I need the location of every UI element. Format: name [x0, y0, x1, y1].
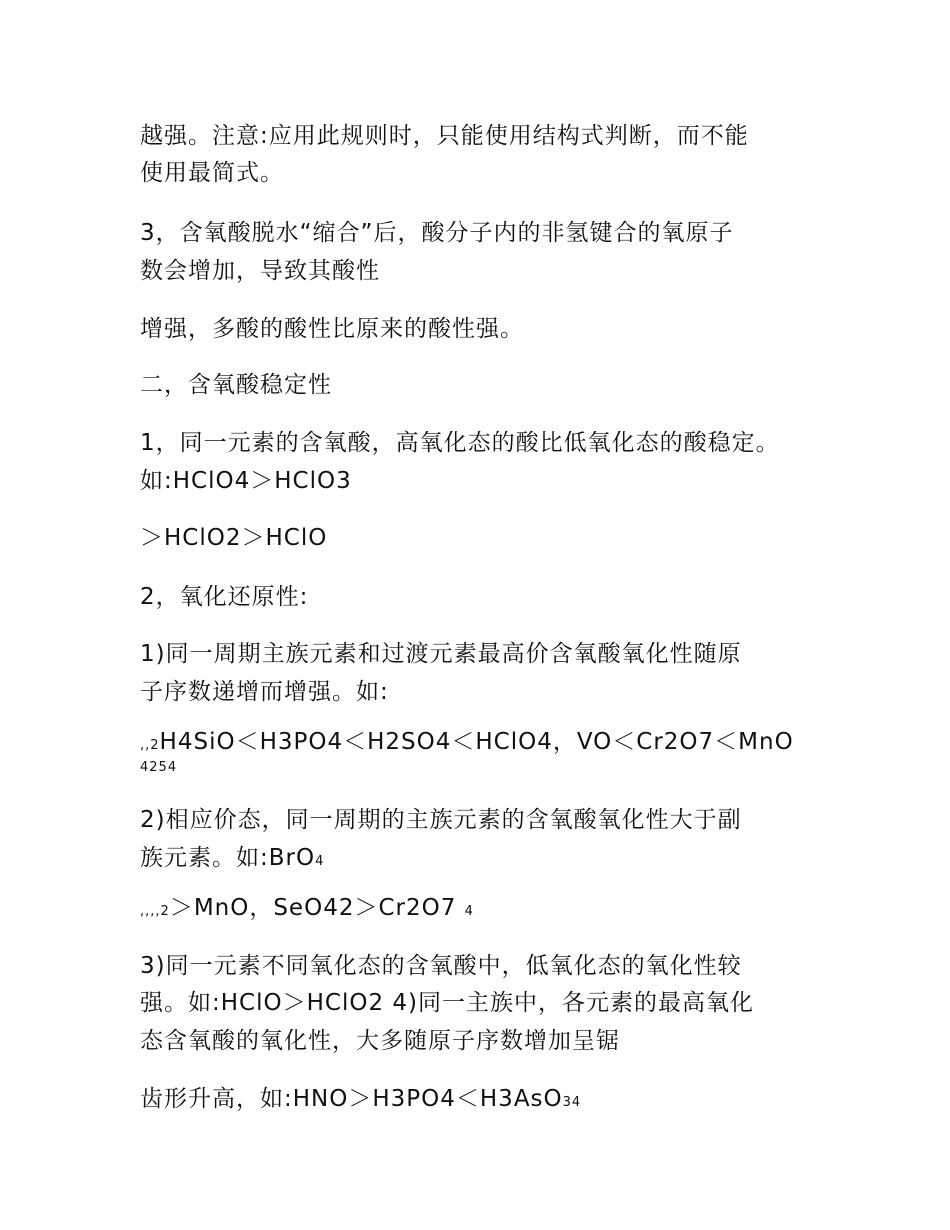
- text-line: 1，同一元素的含氧酸，高氧化态的酸比低氧化态的酸稳定。: [140, 430, 780, 456]
- text-line: ＞HClO2＞HClO: [140, 525, 328, 551]
- text-line: 数会增加，导致其酸性: [140, 258, 380, 284]
- section-heading: 二，含氧酸稳定性: [140, 372, 332, 398]
- text-line: 3，含氧酸脱水“缩合”后，酸分子内的非氢键合的氧原子: [140, 220, 734, 246]
- text-line: 强。如:HClO＞HClO2 4)同一主族中，各元素的最高氧化: [140, 990, 754, 1016]
- text-line: [140, 1084, 581, 1118]
- text-line: 子序数递增而增强。如:: [140, 679, 389, 705]
- text-line: 2，氧化还原性:: [140, 584, 309, 610]
- subscript: 4: [315, 854, 325, 869]
- text-line: 1)同一周期主族元素和过渡元素最高价含氧酸氧化性随原: [140, 641, 742, 667]
- formula-line: [140, 893, 474, 927]
- formula-prefix: ,,2: [140, 738, 160, 753]
- formula-prefix: ,,,,2: [140, 904, 170, 919]
- subscript: 34: [562, 1095, 582, 1110]
- text-line: 3)同一元素不同氧化态的含氧酸中，低氧化态的氧化性较: [140, 953, 742, 979]
- formula-subscripts: 4254: [140, 760, 178, 775]
- text-line: 态含氧酸的氧化性，大多随原子序数增加呈锯: [140, 1028, 620, 1054]
- text-span: 族元素。如:BrO: [140, 845, 316, 871]
- text-line: 使用最简式。: [140, 160, 284, 186]
- formula-line: [140, 727, 794, 761]
- formula-text: ＞MnO，SeO42＞Cr2O7: [169, 895, 457, 921]
- text-line: 如:HClO4＞HClO3: [140, 468, 352, 494]
- text-line: [140, 843, 324, 877]
- text-line: 越强。注意:应用此规则时，只能使用结构式判断，而不能: [140, 123, 749, 149]
- text-span: 齿形升高，如:HNO＞H3PO4＜H3AsO: [140, 1086, 563, 1112]
- formula-text: H4SiO＜H3PO4＜H2SO4＜HClO4，VO＜Cr2O7＜MnO: [159, 729, 794, 755]
- text-line: 增强，多酸的酸性比原来的酸性强。: [140, 316, 524, 342]
- subscript: 4: [464, 904, 474, 919]
- text-line: 2)相应价态，同一周期的主族元素的含氧酸氧化性大于副: [140, 807, 742, 833]
